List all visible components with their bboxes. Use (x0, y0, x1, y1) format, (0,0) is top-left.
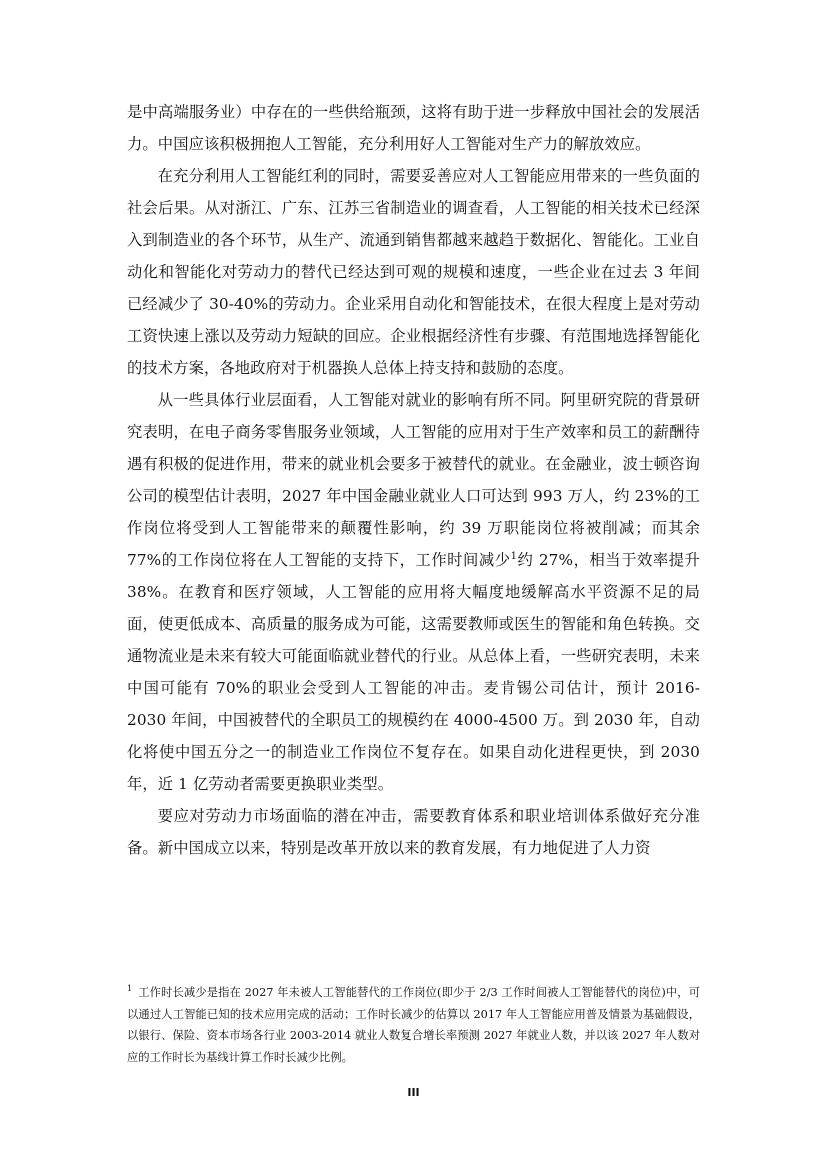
paragraph-4: 要应对劳动力市场面临的潜在冲击，需要教育体系和职业培训体系做好充分准备。新中国成立以来，特别是改革开放以来的教育发展，有力地促进了人力资 (127, 807, 700, 857)
footnote-text: 工作时长减少是指在 2027 年未被人工智能替代的工作岗位(即少于 2/3 工作时间被人工智能替代的岗位)中，可以通过人工智能已知的技术应用完成的活动；工作时长减少的估算以 2017 年人工智能应用普及情景为基础假设，以银行、保险、资本市场各行业 2003-2014 就业人数复合增长率预测 2027 年就业人数，并以该 2027 年人数对应的工作时长为基线计算工作时长减少比例。 (127, 986, 700, 1064)
paragraph-3 (127, 384, 700, 800)
footnote-mark: 1 (127, 984, 133, 994)
footnote-1 (127, 982, 700, 1068)
paragraph-1: 是中高端服务业）中存在的一些供给瓶颈，这将有助于进一步释放中国社会的发展活力。中国应该积极拥抱人工智能，充分利用好人工智能对生产力的解放效应。 (127, 103, 700, 153)
paragraph-3-text-before-ref: 从一些具体行业层面看，人工智能对就业的影响有所不同。阿里研究院的背景研究表明，在电子商务零售服务业领域，人工智能的应用对于生产效率和员工的薪酬待遇有积极的促进作用，带来的就业机会要多于被替代的就业。在金融业，波士顿咨询公司的模型估计表明，2027 年中国金融业就业人口可达到 993 万人，约 23%的工作岗位将受到人工智能带来的颠覆性影响，约 39 万职能岗位将被削减；而其余 77%的工作岗位将在人工智能的支持下，工作时间减少 (127, 391, 700, 569)
paragraph-3-text-after-ref: 约 27%，相当于效率提升 38%。在教育和医疗领域，人工智能的应用将大幅度地缓解高水平资源不足的局面，使更低成本、高质量的服务成为可能，这需要教师或医生的智能和角色转换。交通物流业是未来有较大可能面临就业替代的行业。从总体上看，一些研究表明，未来中国可能有 70%的职业会受到人工智能的冲击。麦肯锡公司估计，预计 2016-2030 年间，中国被替代的全职员工的规模约在 4000-4500 万。到 2030 年，自动化将使中国五分之一的制造业工作岗位不复存在。如果自动化进程更快，到 2030 年，近 1 亿劳动者需要更换职业类型。 (127, 551, 700, 793)
body-text (127, 96, 700, 864)
footnote-reference[interactable]: 1 (510, 550, 518, 562)
page-number: III (407, 1086, 420, 1099)
footnotes (127, 982, 700, 1068)
paragraph-2: 在充分利用人工智能红利的同时，需要妥善应对人工智能应用带来的一些负面的社会后果。从对浙江、广东、江苏三省制造业的调查看，人工智能的相关技术已经深入到制造业的各个环节，从生产、流通到销售都越来越趋于数据化、智能化。工业自动化和智能化对劳动力的替代已经达到可观的规模和速度，一些企业在过去 3 年间已经减少了 30-40%的劳动力。企业采用自动化和智能技术，在很大程度上是对劳动工资快速上涨以及劳动力短缺的回应。企业根据经济性有步骤、有范围地选择智能化的技术方案，各地政府对于机器换人总体上持支持和鼓励的态度。 (127, 167, 700, 377)
